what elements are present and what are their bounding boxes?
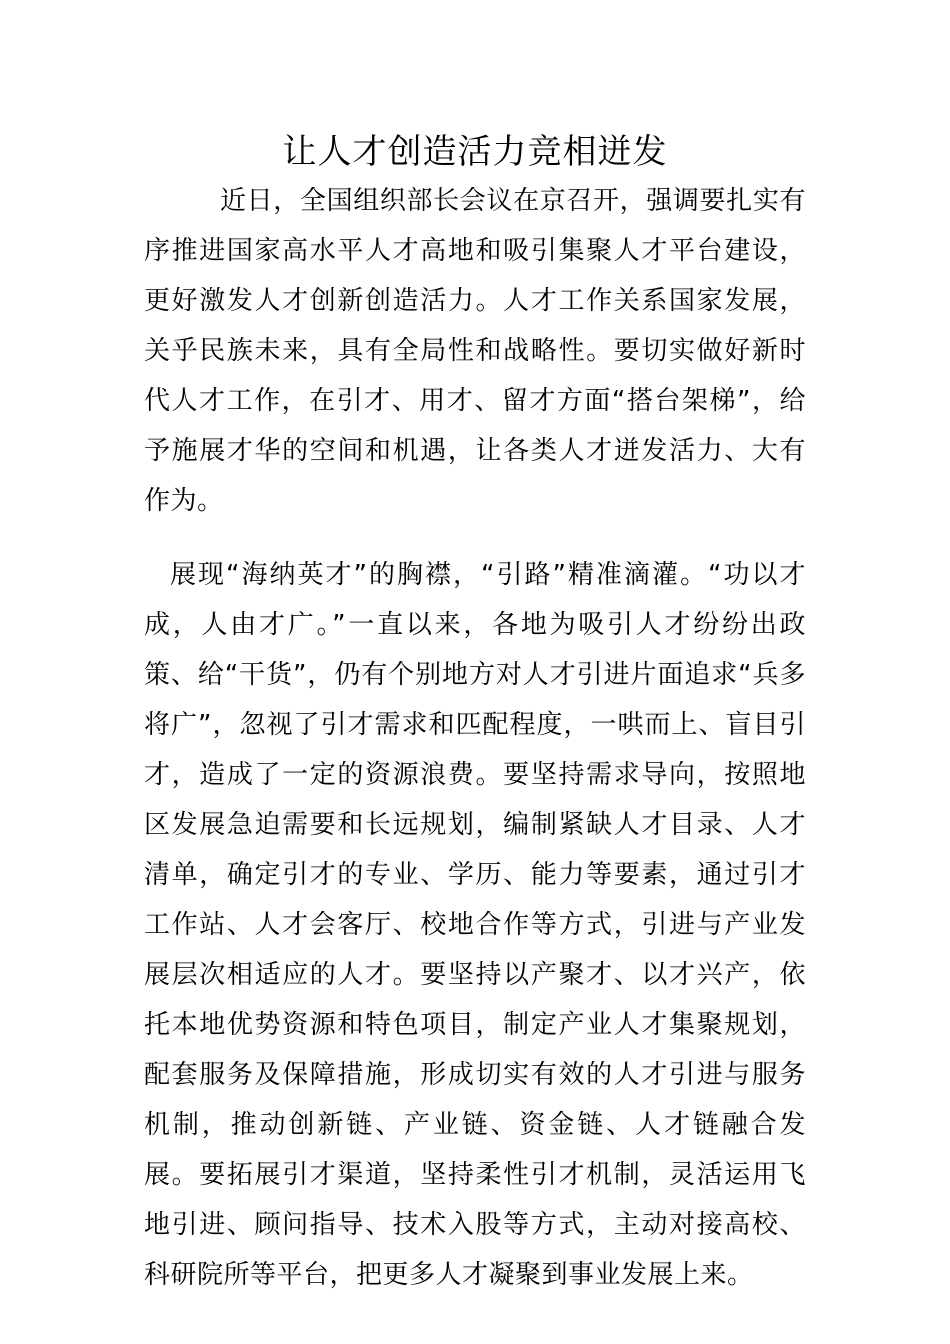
document-body [144,176,806,1300]
document-title: 让人才创造活力竞相迸发 [282,132,668,172]
paragraph-2: 展现“海纳英才”的胸襟，“引路”精准滴灌。“功以才成，人由才广。”一直以来，各地为吸引人才纷纷出政策、给“干货”，仍有个别地方对人才引进片面追求“兵多将广”，忽视了引才需求和匹配程度，一哄而上、盲目引才，造成了一定的资源浪费。要坚持需求导向，按照地区发展急迫需要和长远规划，编制紧缺人才目录、人才清单，确定引才的专业、学历、能力等要素，通过引才工作站、人才会客厅、校地合作等方式，引进与产业发展层次相适应的人才。要坚持以产聚才、以才兴产，依托本地优势资源和特色项目，制定产业人才集聚规划，配套服务及保障措施，形成切实有效的人才引进与服务机制，推动创新链、产业链、资金链、人才链融合发展。要拓展引才渠道，坚持柔性引才机制，灵活运用飞地引进、顾问指导、技术入股等方式，主动对接高校、科研院所等平台，把更多人才凝聚到事业发展上来。 [144,560,806,1290]
paragraph-1: 近日，全国组织部长会议在京召开，强调要扎实有序推进国家高水平人才高地和吸引集聚人才平台建设，更好激发人才创新创造活力。人才工作关系国家发展，关乎民族未来，具有全局性和战略性。要切实做好新时代人才工作，在引才、用才、留才方面“搭台架梯”，给予施展才华的空间和机遇，让各类人才迸发活力、大有作为。 [144,186,806,516]
